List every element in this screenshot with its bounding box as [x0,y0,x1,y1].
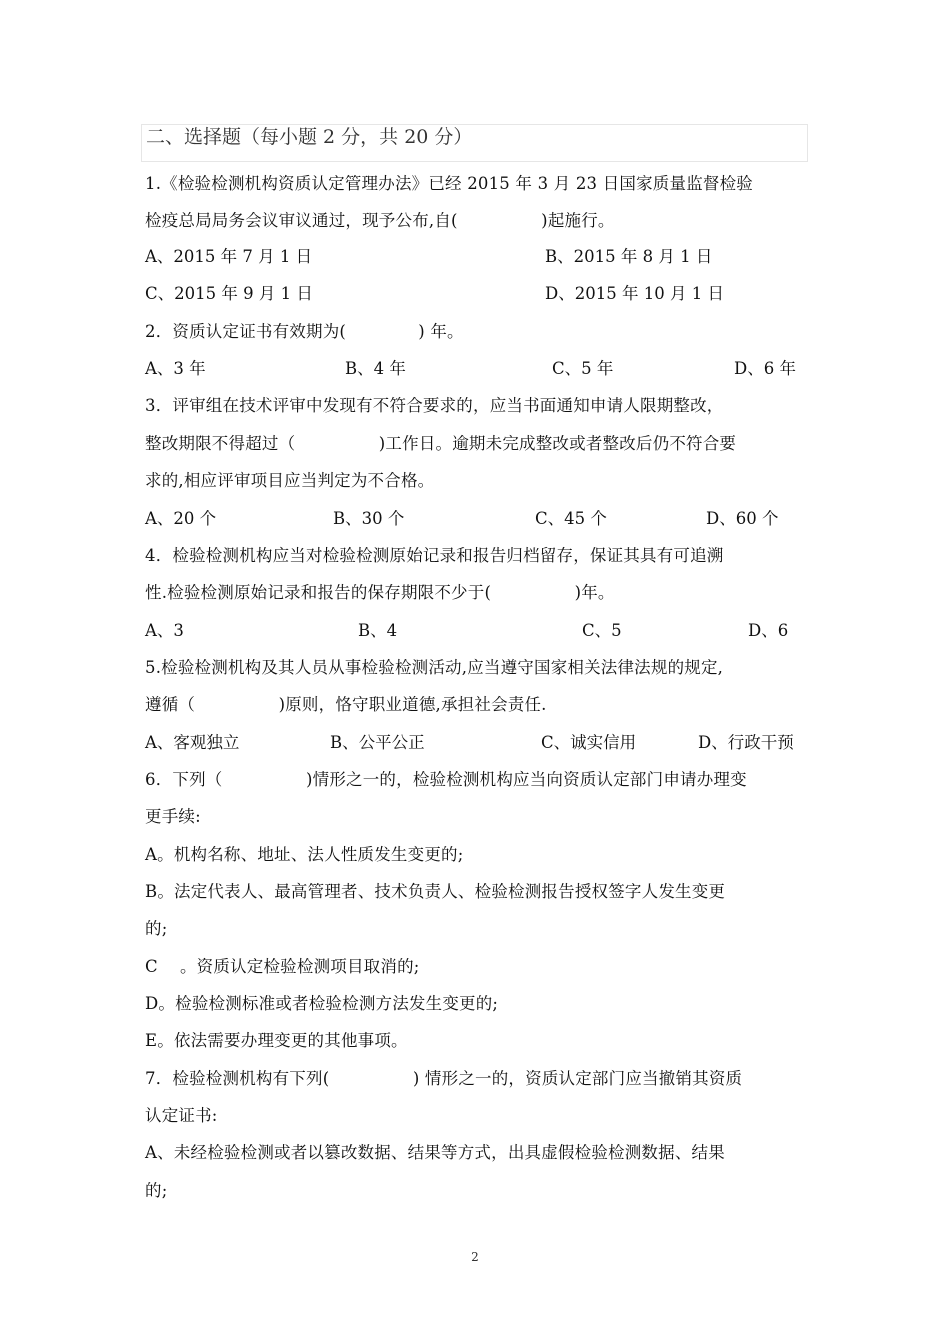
q6-item-a: A。机构名称、地址、法人性质发生变更的; [145,845,464,864]
q2-option-b: B、4 年 [345,359,406,378]
q2-text-line-1: 2．资质认定证书有效期为( ) 年。 [145,322,464,341]
q3-option-b: B、30 个 [333,509,405,528]
q6-item-b-line-2: 的; [145,919,168,938]
q1-text-line-1: 1.《检验检测机构资质认定管理办法》已经 2015 年 3 月 23 日国家质量监督检验 [145,174,753,193]
q3-option-a: A、20 个 [145,509,217,528]
q1-text-line-2: 检疫总局局务会议审议通过，现予公布,自( )起施行。 [145,211,615,230]
q1-option-b: B、2015 年 8 月 1 日 [545,247,713,266]
q6-text-line-1: 6．下列（ )情形之一的，检验检测机构应当向资质认定部门申请办理变 [145,770,747,789]
q7-item-a-line-2: 的; [145,1181,168,1200]
q6-item-b-line-1: B。法定代表人、最高管理者、技术负责人、检验检测报告授权签字人发生变更 [145,882,726,901]
q6-item-e: E。依法需要办理变更的其他事项。 [145,1031,408,1050]
section-title: 二、选择题（每小题 2 分，共 20 分） [146,126,473,148]
q4-text-line-2: 性.检验检测原始记录和报告的保存期限不少于( )年。 [145,583,615,602]
q2-option-d: D、6 年 [734,359,796,378]
q1-option-c: C、2015 年 9 月 1 日 [145,284,313,303]
section-title-box [141,124,808,162]
q1-option-a: A、2015 年 7 月 1 日 [145,247,313,266]
q3-text-line-1: 3．评审组在技术评审中发现有不符合要求的，应当书面通知申请人限期整改， [145,396,724,415]
q3-option-c: C、45 个 [535,509,607,528]
q5-option-b: B、公平公正 [330,733,425,752]
q7-text-line-2: 认定证书: [145,1106,218,1125]
q5-text-line-1: 5.检验检测机构及其人员从事检验检测活动,应当遵守国家相关法律法规的规定, [145,658,724,677]
q6-item-c: C 。资质认定检验检测项目取消的; [145,957,420,976]
q2-option-c: C、5 年 [552,359,614,378]
q4-option-d: D、6 [748,621,789,640]
page-number: 2 [471,1250,479,1264]
q7-item-a-line-1: A、未经检验检测或者以篡改数据、结果等方式，出具虚假检验检测数据、结果 [145,1143,725,1162]
q6-item-d: D。检验检测标准或者检验检测方法发生变更的; [145,994,499,1013]
q6-text-line-2: 更手续: [145,807,201,826]
q4-option-a: A、3 [145,621,184,640]
q5-option-c: C、诚实信用 [541,733,637,752]
q7-text-line-1: 7．检验检测机构有下列( ) 情形之一的，资质认定部门应当撤销其资质 [145,1069,743,1088]
q2-option-a: A、3 年 [145,359,206,378]
q3-text-line-2: 整改期限不得超过（ )工作日。逾期未完成整改或者整改后仍不符合要 [145,434,737,453]
q3-option-d: D、60 个 [706,509,779,528]
q4-option-c: C、5 [582,621,622,640]
q5-text-line-2: 遵循（ )原则，恪守职业道德,承担社会责任. [145,695,547,714]
q4-option-b: B、4 [358,621,398,640]
q1-option-d: D、2015 年 10 月 1 日 [545,284,724,303]
q5-option-a: A、客观独立 [145,733,240,752]
q5-option-d: D、行政干预 [698,733,794,752]
q4-text-line-1: 4．检验检测机构应当对检验检测原始记录和报告归档留存，保证其具有可追溯 [145,546,724,565]
q3-text-line-3: 求的,相应评审项目应当判定为不合格。 [145,471,435,490]
